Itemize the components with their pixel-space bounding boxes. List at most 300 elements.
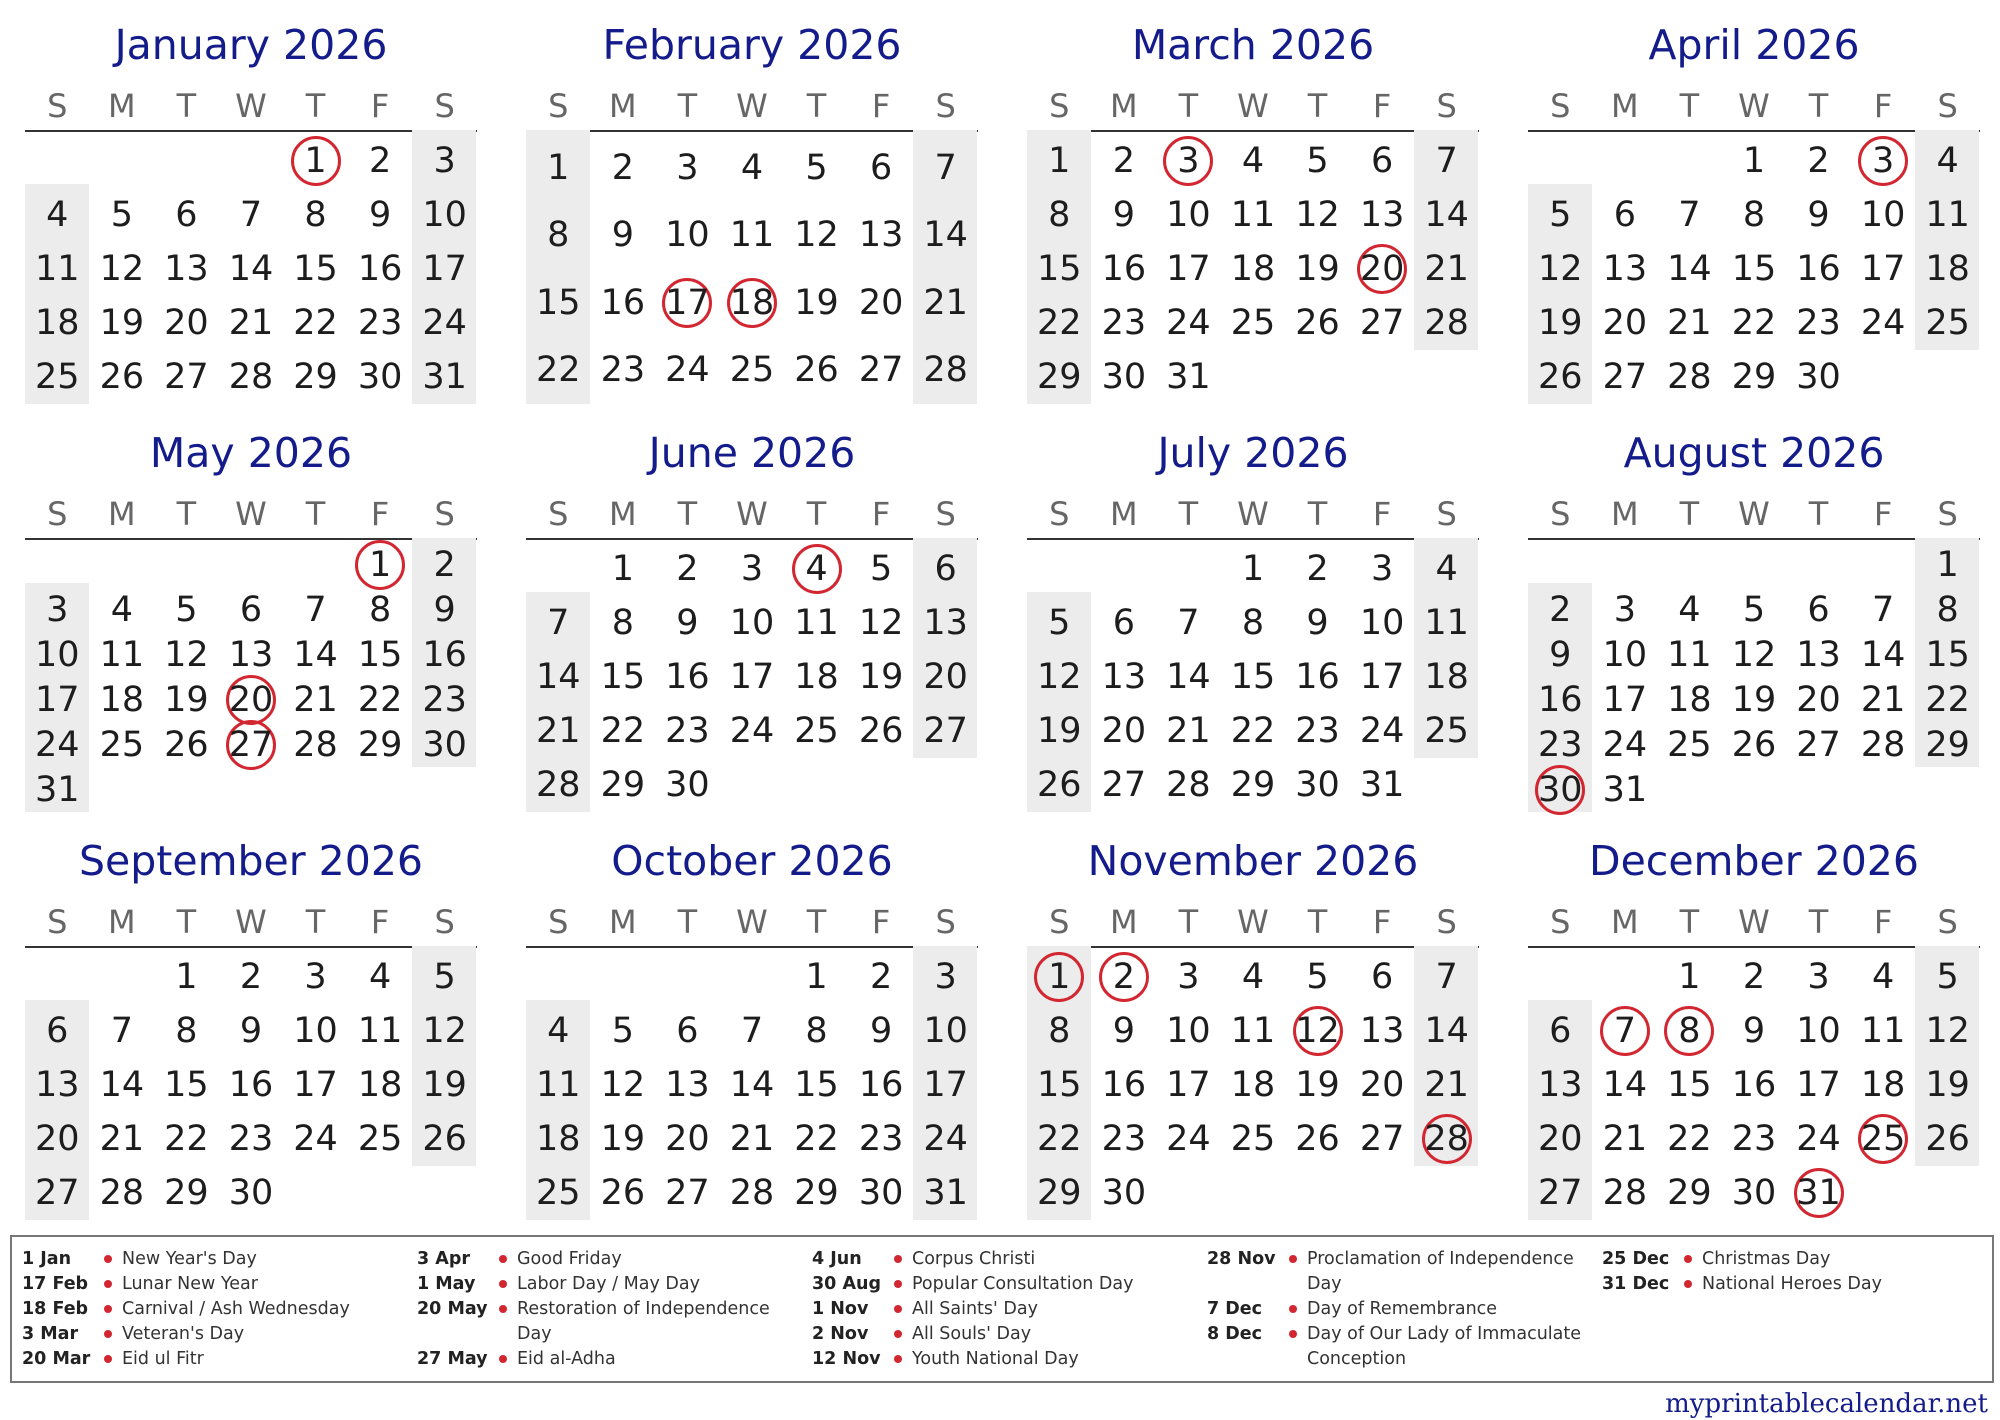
day-number: 21 — [923, 282, 968, 323]
day-number: 31 — [923, 1173, 968, 1213]
legend-column — [22, 1247, 414, 1372]
day-cell — [1593, 242, 1658, 296]
day-cell — [1657, 722, 1722, 767]
day-number: 24 — [1166, 1119, 1211, 1159]
day-cell — [526, 758, 591, 812]
day-cell — [720, 596, 785, 650]
day-number: 15 — [293, 249, 338, 289]
day-number: 22 — [536, 350, 581, 391]
legend-item — [1207, 1297, 1599, 1322]
day-cell — [412, 677, 477, 722]
day-number: 7 — [1613, 1011, 1636, 1051]
day-number: 25 — [729, 350, 775, 391]
day-grid — [25, 134, 477, 404]
day-number: 10 — [1166, 195, 1211, 235]
day-cell — [526, 1112, 591, 1166]
bullet-icon — [892, 1322, 912, 1347]
day-number: 20 — [1538, 1119, 1583, 1159]
day-cell — [412, 296, 477, 350]
holiday-legend — [10, 1235, 1994, 1383]
day-grid — [1027, 950, 1479, 1220]
day-number: 26 — [1731, 724, 1777, 765]
day-cell — [1786, 134, 1851, 188]
month-panel — [526, 418, 978, 818]
day-number: 30 — [1101, 357, 1147, 397]
day-cell — [1528, 1166, 1593, 1220]
day-number: 30 — [422, 724, 467, 765]
month-panel — [1027, 418, 1479, 818]
day-number: 27 — [1538, 1173, 1583, 1213]
weekday-label: M — [108, 903, 136, 941]
day-cell — [154, 1004, 219, 1058]
day-number: 20 — [1796, 679, 1841, 720]
day-cell — [655, 650, 720, 704]
day-cell — [526, 1058, 591, 1112]
weekday-label: S — [935, 87, 956, 125]
day-cell — [913, 1004, 978, 1058]
day-number: 16 — [422, 634, 467, 675]
day-cell — [1156, 758, 1221, 812]
month-title: September 2026 — [79, 837, 423, 885]
weekday-label: T — [305, 903, 326, 941]
day-cell — [412, 632, 477, 677]
day-cell — [655, 202, 720, 270]
day-number: 11 — [794, 603, 839, 643]
day-number: 3 — [304, 957, 327, 997]
day-cell — [1657, 1166, 1722, 1220]
weekday-label: S — [47, 495, 68, 533]
day-cell — [25, 1112, 90, 1166]
day-number: 21 — [1860, 679, 1906, 720]
day-cell — [154, 632, 219, 677]
legend-column — [1602, 1247, 1994, 1297]
legend-item — [812, 1247, 1204, 1272]
day-cell — [913, 269, 978, 337]
weekday-label: F — [1873, 903, 1893, 941]
day-number: 6 — [46, 1011, 69, 1051]
weekday-label: F — [1372, 495, 1392, 533]
day-number: 27 — [35, 1173, 80, 1213]
day-cell — [1350, 188, 1415, 242]
day-number: 24 — [35, 724, 80, 765]
weekday-label: F — [871, 903, 891, 941]
day-number: 9 — [1306, 603, 1329, 643]
day-number: 16 — [858, 1065, 904, 1105]
day-number: 29 — [1731, 357, 1777, 397]
day-cell — [655, 134, 720, 202]
day-cell — [1414, 242, 1479, 296]
month-panel — [526, 826, 978, 1226]
holiday-date: 2 Nov — [812, 1324, 869, 1344]
weekday-label: S — [935, 903, 956, 941]
day-cell — [1414, 596, 1479, 650]
weekday-label: W — [235, 495, 267, 533]
day-cell — [1221, 242, 1286, 296]
weekday-label: T — [176, 495, 197, 533]
day-number: 13 — [1796, 634, 1841, 675]
day-number: 9 — [676, 603, 699, 643]
day-number: 17 — [1166, 249, 1211, 289]
day-cell — [154, 242, 219, 296]
day-cell — [154, 296, 219, 350]
weekday-label: T — [1679, 495, 1700, 533]
day-cell — [1528, 1004, 1593, 1058]
weekday-label: M — [1110, 903, 1138, 941]
day-cell — [1156, 650, 1221, 704]
day-cell — [720, 1166, 785, 1220]
day-cell — [913, 337, 978, 405]
day-number: 19 — [1295, 249, 1340, 289]
day-cell — [1350, 650, 1415, 704]
weekday-label: S — [1550, 495, 1571, 533]
day-cell — [154, 1112, 219, 1166]
day-number: 5 — [1048, 603, 1071, 643]
day-cell — [1657, 350, 1722, 404]
day-cell — [1156, 950, 1221, 1004]
day-number: 27 — [858, 350, 904, 391]
day-cell — [1851, 188, 1916, 242]
day-cell — [1027, 758, 1092, 812]
day-cell — [1851, 296, 1916, 350]
holiday-date: 3 Apr — [417, 1249, 470, 1269]
day-number: 15 — [600, 657, 646, 697]
day-cell — [720, 650, 785, 704]
day-cell — [25, 587, 90, 632]
day-cell — [1593, 767, 1658, 812]
day-cell — [412, 242, 477, 296]
day-number: 21 — [536, 711, 581, 751]
day-number: 11 — [1860, 1011, 1906, 1051]
day-cell — [348, 1112, 413, 1166]
legend-item — [417, 1347, 809, 1372]
day-cell — [1027, 134, 1092, 188]
day-cell — [655, 1004, 720, 1058]
day-number: 10 — [293, 1011, 338, 1051]
day-cell — [90, 1112, 155, 1166]
legend-item — [1207, 1247, 1599, 1297]
day-cell — [1285, 242, 1350, 296]
day-cell — [1593, 188, 1658, 242]
day-number: 21 — [1602, 1119, 1648, 1159]
day-cell — [1593, 632, 1658, 677]
day-number: 9 — [1742, 1011, 1766, 1051]
day-number: 14 — [1166, 657, 1211, 697]
day-cell — [412, 134, 477, 188]
holiday-date: 20 Mar — [22, 1349, 91, 1369]
day-number: 10 — [1860, 195, 1906, 235]
day-cell — [526, 337, 591, 405]
day-cell — [1414, 188, 1479, 242]
day-cell — [219, 632, 284, 677]
day-cell — [913, 950, 978, 1004]
day-number: 13 — [1538, 1065, 1583, 1105]
legend-column — [812, 1247, 1204, 1372]
day-number: 17 — [1602, 679, 1648, 720]
holiday-name: Day of Our Lady of Immaculate Conception — [1307, 1324, 1582, 1369]
day-cell — [1350, 542, 1415, 596]
day-number: 4 — [1871, 957, 1895, 997]
day-cell — [1285, 1058, 1350, 1112]
bullet-icon — [102, 1247, 122, 1272]
day-number: 31 — [1602, 769, 1648, 810]
day-cell — [1156, 188, 1221, 242]
day-number: 25 — [1230, 1119, 1276, 1159]
day-number: 22 — [1037, 1119, 1082, 1159]
weekday-label: T — [1808, 495, 1829, 533]
day-cell — [1221, 296, 1286, 350]
bullet-icon — [102, 1272, 122, 1297]
holiday-name: Popular Consultation Day — [912, 1274, 1134, 1294]
day-number: 24 — [729, 711, 775, 751]
day-cell — [1786, 1112, 1851, 1166]
day-cell — [849, 650, 914, 704]
day-cell — [283, 632, 348, 677]
day-cell — [1092, 950, 1157, 1004]
day-number: 16 — [357, 249, 403, 289]
day-cell — [1414, 704, 1479, 758]
day-number: 6 — [239, 589, 263, 630]
day-number: 28 — [923, 350, 968, 391]
day-number: 22 — [357, 679, 403, 720]
day-number: 29 — [1925, 724, 1970, 765]
day-cell — [1221, 704, 1286, 758]
day-cell — [1786, 632, 1851, 677]
day-number: 25 — [536, 1173, 581, 1213]
weekday-header — [1027, 80, 1479, 132]
day-number: 23 — [1796, 303, 1841, 343]
day-cell — [1092, 650, 1157, 704]
holiday-name: Good Friday — [517, 1249, 622, 1269]
day-cell — [25, 296, 90, 350]
holiday-date: 1 Jan — [22, 1249, 72, 1269]
day-number: 9 — [1112, 1011, 1135, 1051]
day-number: 10 — [1359, 603, 1405, 643]
day-number: 22 — [1667, 1119, 1712, 1159]
day-number: 28 — [1424, 303, 1469, 343]
day-number: 1 — [1048, 957, 1071, 997]
day-number: 3 — [1871, 141, 1895, 181]
day-number: 26 — [1037, 765, 1082, 805]
day-number: 29 — [293, 357, 338, 397]
day-cell — [1915, 188, 1980, 242]
day-number: 24 — [1860, 303, 1906, 343]
day-cell — [1657, 587, 1722, 632]
day-number: 5 — [611, 1011, 634, 1051]
day-number: 30 — [1101, 1173, 1147, 1213]
day-grid — [25, 542, 477, 812]
bullet-icon — [497, 1272, 517, 1297]
day-number: 7 — [1177, 603, 1200, 643]
day-number: 10 — [1602, 634, 1648, 675]
day-number: 11 — [99, 634, 145, 675]
bullet-icon — [1287, 1247, 1307, 1272]
day-cell — [784, 542, 849, 596]
day-cell — [1221, 1004, 1286, 1058]
day-number: 2 — [1306, 549, 1329, 589]
weekday-label: T — [1307, 87, 1328, 125]
day-cell — [1285, 1112, 1350, 1166]
holiday-date: 25 Dec — [1602, 1249, 1670, 1269]
weekday-label: T — [1679, 903, 1700, 941]
day-cell — [591, 202, 656, 270]
day-number: 23 — [665, 711, 710, 751]
weekday-header — [25, 80, 477, 132]
day-number: 4 — [46, 195, 69, 235]
day-cell — [1722, 1058, 1787, 1112]
day-number: 27 — [1359, 303, 1405, 343]
day-number: 9 — [1549, 634, 1572, 675]
holiday-date: 20 May — [417, 1299, 488, 1319]
day-number: 8 — [1048, 195, 1071, 235]
month-panel — [1027, 10, 1479, 410]
day-number: 11 — [1667, 634, 1712, 675]
day-cell — [283, 188, 348, 242]
day-cell — [25, 242, 90, 296]
day-number: 11 — [729, 215, 775, 256]
day-cell — [1786, 296, 1851, 350]
weekday-label: M — [108, 495, 136, 533]
day-number: 15 — [164, 1065, 209, 1105]
day-number: 7 — [1435, 141, 1458, 181]
day-cell — [720, 1058, 785, 1112]
holiday-name: Day of Remembrance — [1307, 1299, 1498, 1319]
day-number: 28 — [293, 724, 338, 765]
day-number: 11 — [536, 1065, 581, 1105]
day-number: 28 — [729, 1173, 775, 1213]
day-number: 5 — [869, 549, 893, 589]
day-cell — [720, 337, 785, 405]
day-cell — [1414, 1004, 1479, 1058]
month-title: June 2026 — [648, 429, 856, 477]
weekday-label: T — [1178, 495, 1199, 533]
day-cell — [1156, 134, 1221, 188]
day-number: 14 — [1424, 195, 1469, 235]
weekday-label: F — [871, 495, 891, 533]
day-cell — [1156, 596, 1221, 650]
day-number: 16 — [1796, 249, 1841, 289]
day-number: 31 — [1359, 765, 1405, 805]
month-panel — [25, 418, 477, 818]
month-title: May 2026 — [149, 429, 353, 477]
day-number: 17 — [729, 657, 775, 697]
day-cell — [219, 242, 284, 296]
day-number: 15 — [794, 1065, 839, 1105]
day-number: 1 — [547, 147, 570, 188]
day-number: 11 — [1230, 195, 1276, 235]
day-number: 25 — [1667, 724, 1712, 765]
day-cell — [1786, 350, 1851, 404]
day-number: 11 — [1925, 195, 1970, 235]
day-cell — [1221, 950, 1286, 1004]
day-number: 4 — [805, 549, 828, 589]
day-number: 15 — [1925, 634, 1970, 675]
day-cell — [90, 722, 155, 767]
weekday-label: W — [1237, 495, 1269, 533]
legend-item — [22, 1272, 414, 1297]
legend-column — [1207, 1247, 1599, 1372]
day-number: 12 — [1037, 657, 1082, 697]
weekday-header — [1027, 896, 1479, 948]
day-cell — [591, 1166, 656, 1220]
day-cell — [655, 1112, 720, 1166]
weekday-label: T — [806, 87, 827, 125]
month-title: November 2026 — [1087, 837, 1419, 885]
day-cell — [1156, 296, 1221, 350]
day-cell — [348, 542, 413, 587]
day-cell — [1915, 134, 1980, 188]
weekday-label: T — [176, 903, 197, 941]
day-number: 3 — [740, 549, 764, 589]
weekday-label: F — [370, 903, 390, 941]
weekday-label: T — [806, 495, 827, 533]
day-number: 24 — [293, 1119, 338, 1159]
day-number: 29 — [164, 1173, 209, 1213]
weekday-label: F — [1372, 903, 1392, 941]
day-number: 13 — [228, 634, 274, 675]
weekday-label: W — [1237, 903, 1269, 941]
day-number: 23 — [357, 303, 403, 343]
day-number: 30 — [228, 1173, 274, 1213]
day-cell — [784, 337, 849, 405]
day-cell — [913, 202, 978, 270]
day-number: 6 — [869, 147, 893, 188]
day-cell — [1657, 1112, 1722, 1166]
day-cell — [1027, 704, 1092, 758]
weekday-label: M — [609, 495, 637, 533]
day-cell — [283, 587, 348, 632]
holiday-date: 18 Feb — [22, 1299, 89, 1319]
day-number: 28 — [536, 765, 581, 805]
holiday-name: Lunar New Year — [122, 1274, 258, 1294]
holiday-date: 7 Dec — [1207, 1299, 1263, 1319]
day-number: 31 — [1166, 357, 1211, 397]
day-cell — [1285, 650, 1350, 704]
day-number: 19 — [794, 282, 839, 323]
day-cell — [655, 758, 720, 812]
day-number: 12 — [1295, 195, 1340, 235]
weekday-label: T — [1178, 87, 1199, 125]
day-number: 5 — [1936, 957, 1959, 997]
month-panel — [25, 826, 477, 1226]
day-number: 21 — [293, 679, 338, 720]
day-number: 25 — [794, 711, 839, 751]
day-cell — [849, 596, 914, 650]
day-number: 22 — [293, 303, 338, 343]
holiday-date: 30 Aug — [812, 1274, 881, 1294]
day-number: 20 — [1359, 1065, 1405, 1105]
day-cell — [1786, 677, 1851, 722]
day-cell — [25, 632, 90, 677]
day-cell — [1722, 632, 1787, 677]
day-number: 15 — [536, 282, 581, 323]
day-number: 23 — [858, 1119, 904, 1159]
site-credit[interactable]: myprintablecalendar.net — [1665, 1389, 1988, 1419]
day-number: 19 — [1731, 679, 1777, 720]
weekday-label: M — [1110, 87, 1138, 125]
day-number: 17 — [1359, 657, 1405, 697]
day-number: 14 — [536, 657, 581, 697]
day-cell — [412, 188, 477, 242]
day-cell — [90, 350, 155, 404]
day-number: 15 — [1037, 1065, 1082, 1105]
day-number: 20 — [1602, 303, 1648, 343]
day-cell — [412, 1058, 477, 1112]
weekday-header — [1528, 488, 1980, 540]
day-cell — [1350, 950, 1415, 1004]
day-number: 31 — [35, 769, 80, 810]
day-number: 24 — [1796, 1119, 1841, 1159]
day-number: 26 — [1538, 357, 1583, 397]
